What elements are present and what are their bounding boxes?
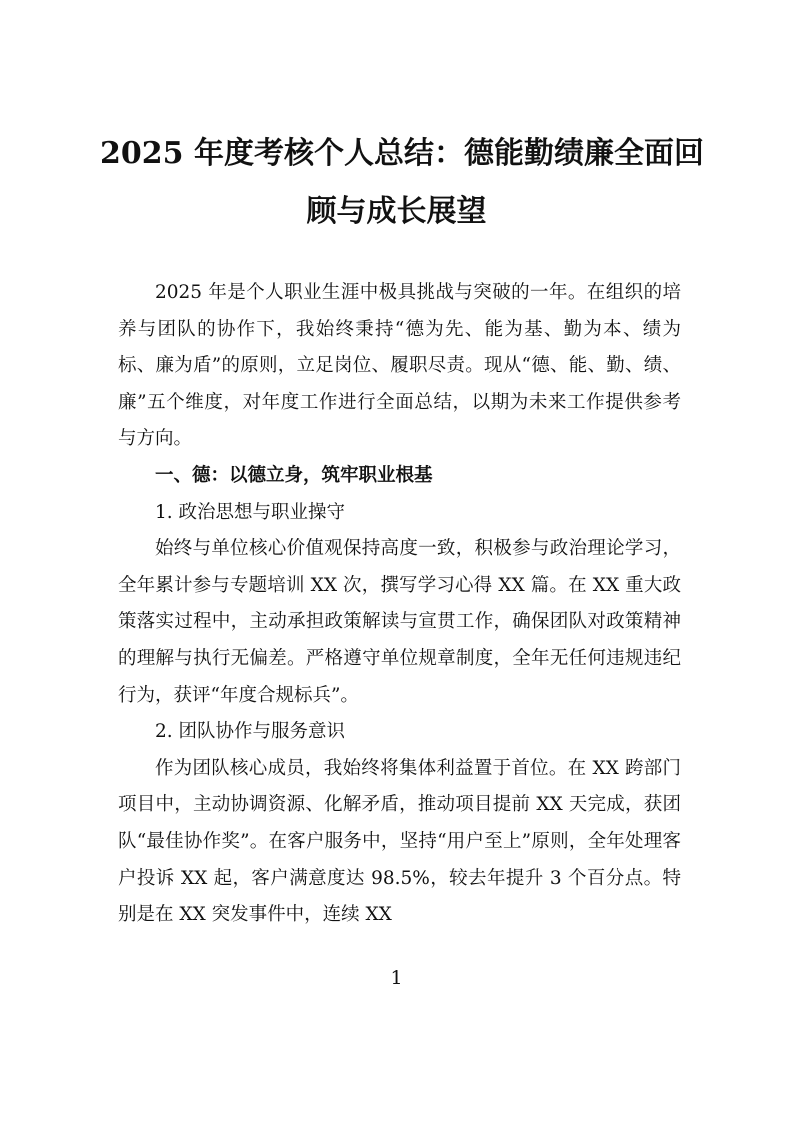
intro-paragraph: 2025 年是个人职业生涯中极具挑战与突破的一年。在组织的培养与团队的协作下，我始终秉持“德为先、能为基、勤为本、绩为标、廉为盾”的原则，立足岗位、履职尽责。现从“德、能、勤、绩、廉”五个维度，对年度工作进行全面总结，以期为未来工作提供参考与方向。 <box>118 282 681 450</box>
body-paragraph-1: 始终与单位核心价值观保持高度一致，积极参与政治理论学习，全年累计参与专题培训 XX 次，撰写学习心得 XX 篇。在 XX 重大政策落实过程中，主动承担政策解读与宣贯工作，确保团队对政策精神的理解与执行无偏差。严格遵守单位规章制度，全年无任何违规违纪行为，获评“年度合规标兵”。 <box>118 538 681 706</box>
subsection-heading-1: 1. 政治思想与职业操守 <box>155 501 346 523</box>
body-paragraph-2: 作为团队核心成员，我始终将集体利益置于首位。在 XX 跨部门项目中，主动协调资源、化解矛盾，推动项目提前 XX 天完成，获团队“最佳协作奖”。在客户服务中，坚持“用户至上”原则，全年处理客户投诉 XX 起，客户满意度达 98.5%，较去年提升 3 个百分点。特别是在 XX 突发事件中，连续 XX <box>118 757 681 926</box>
document-title-line-1: 2025 年度考核个人总结：德能勤绩廉全面回 <box>100 136 704 171</box>
document-title-line-2: 顾与成长展望 <box>306 194 487 229</box>
section-heading-de: 一、德：以德立身，筑牢职业根基 <box>155 464 433 486</box>
document-body <box>118 275 681 934</box>
page-number: 1 <box>390 967 403 989</box>
subsection-heading-2: 2. 团队协作与服务意识 <box>155 721 346 743</box>
